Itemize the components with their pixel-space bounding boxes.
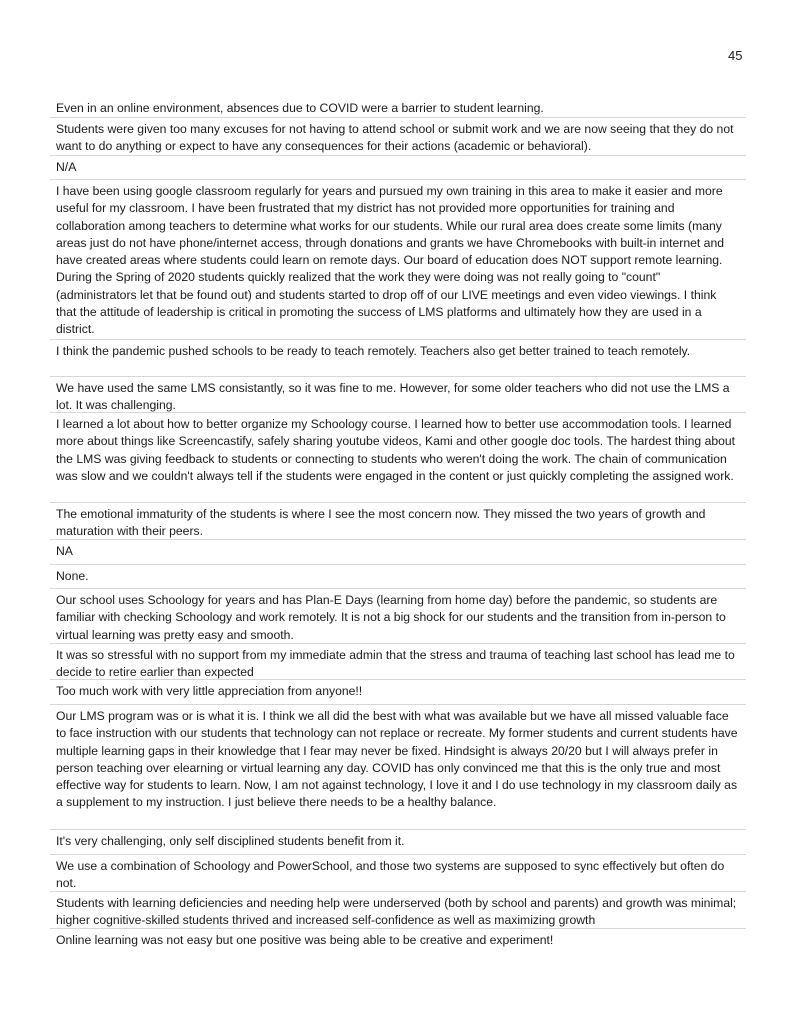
response-row: Online learning was not easy but one positive was being able to be creative and experiment! xyxy=(56,933,554,947)
response-row: Even in an online environment, absences due to COVID were a barrier to student learning. xyxy=(50,96,746,118)
survey-response-list xyxy=(50,96,746,953)
response-row: We use a combination of Schoology and PowerSchool, and those two systems are supposed to sync effectively but often do not. xyxy=(50,855,746,892)
response-row: It's very challenging, only self disciplined students benefit from it. xyxy=(50,830,746,855)
response-row: N/A xyxy=(50,156,746,180)
response-row: Our LMS program was or is what it is. I think we all did the best with what was available but we have all missed valuable face to face instruction with our students that technology can not replace or recreate. My former students and current students have multiple learning gaps in their knowledge that I fear may never be fixed. Hindsight is always 20/20 but I will always prefer in person teaching over elearning or virtual learning any day. COVID has only convinced me that this is the only true and most effective way for students to learn. Now, I am not against technology, I love it and I do use technology in my classroom daily as a supplement to my instruction. I just believe there needs to be a healthy balance. xyxy=(50,705,746,830)
response-row: I think the pandemic pushed schools to be ready to teach remotely. Teachers also get better trained to teach remotely. xyxy=(50,340,746,377)
response-row: Too much work with very little appreciation from anyone!! xyxy=(50,680,746,705)
response-row: Students were given too many excuses for not having to attend school or submit work and we are now seeing that they do not want to do anything or expect to have any consequences for their actions (academic or behavioral). xyxy=(50,118,746,156)
response-row: None. xyxy=(50,565,746,589)
response-row: The emotional immaturity of the students is where I see the most concern now. They missed the two years of growth and maturation with their peers. xyxy=(50,503,746,540)
response-row: Our school uses Schoology for years and has Plan-E Days (learning from home day) before the pandemic, so students are familiar with checking Schoology and work remotely. It is not a big shock for our students and the transition from in-person to virtual learning was pretty easy and smooth. xyxy=(50,589,746,644)
page-number: 45 xyxy=(728,48,743,63)
response-row: NA xyxy=(50,540,746,565)
response-row: I have been using google classroom regularly for years and pursued my own training in this area to make it easier and more useful for my classroom. I have been frustrated that my district has not provided more opportunities for training and collaboration among teachers to determine what works for our students. While our rural area does create some limits (many areas just do not have phone/internet access, through donations and grants we have Chromebooks with built-in internet and have created areas where students could learn on remote days. Our board of education does NOT support remote learning. During the Spring of 2020 students quickly realized that the work they were doing was not really going to "count" (administrators let that be found out) and students started to drop off of our LIVE meetings and even video viewings. I think that the attitude of leadership is critical in promoting the success of LMS platforms and ultimately how they are used in a district. xyxy=(50,180,746,340)
response-row: We have used the same LMS consistantly, so it was fine to me. However, for some older teachers who did not use the LMS a lot. It was challenging. xyxy=(50,377,746,413)
response-row: Students with learning deficiencies and needing help were underserved (both by school and parents) and growth was minimal; higher cognitive-skilled students thrived and increased self-confidence as well as maximizing growth xyxy=(50,892,746,929)
response-row: It was so stressful with no support from my immediate admin that the stress and trauma of teaching last school has lead me to decide to retire earlier than expected xyxy=(50,644,746,680)
response-row: I learned a lot about how to better organize my Schoology course. I learned how to better use accommodation tools. I learned more about things like Screencastify, safely sharing youtube videos, Kami and other google doc tools. The hardest thing about the LMS was giving feedback to students or connecting to students who weren't doing the work. The chain of communication was slow and we couldn't always tell if the students were engaged in the content or just quickly completing the assigned work. xyxy=(50,413,746,503)
